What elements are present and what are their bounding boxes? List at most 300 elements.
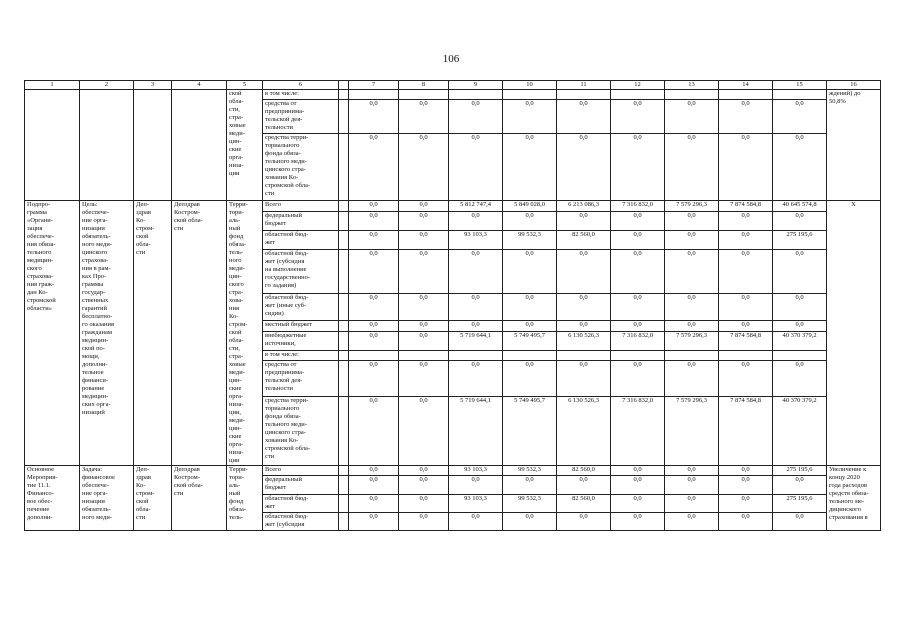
blank-cell <box>339 321 349 331</box>
source-cell <box>263 466 339 476</box>
text-line: Депздрав <box>174 466 200 474</box>
value-cell <box>611 350 665 360</box>
source-cell <box>263 201 339 211</box>
value-cell: 0,0 <box>349 100 399 134</box>
value-cell: 0,0 <box>449 293 503 320</box>
value-cell: 7 579 296,3 <box>665 201 719 211</box>
text-line: фонда обяза- <box>265 412 301 420</box>
text-line: низа- <box>229 449 244 457</box>
text-line: ской <box>229 90 242 97</box>
table-row <box>25 90 881 100</box>
text-line: дан Ко- <box>27 289 48 297</box>
value-cell: 0,0 <box>399 211 449 230</box>
value-cell <box>665 350 719 360</box>
value-cell: 7 579 296,3 <box>665 331 719 350</box>
value-cell: 0,0 <box>449 360 503 396</box>
value-cell: 0,0 <box>557 512 611 530</box>
value-cell: 0,0 <box>719 134 773 201</box>
value-cell: 99 532,3 <box>503 466 557 476</box>
value-cell: 0,0 <box>557 476 611 494</box>
value-cell <box>557 350 611 360</box>
text-line: ции, <box>229 409 242 417</box>
text-line: тори- <box>229 209 244 217</box>
value-cell: 0,0 <box>719 494 773 512</box>
column-number-16: 15 <box>773 81 827 90</box>
text-line: меди- <box>229 130 245 137</box>
column-number-6: 6 <box>263 81 339 90</box>
value-cell: 0,0 <box>665 494 719 512</box>
text-line: тельности <box>265 384 294 392</box>
table-row <box>25 466 881 476</box>
value-cell: 0,0 <box>611 494 665 512</box>
value-cell: 0,0 <box>399 321 449 331</box>
value-cell <box>557 90 611 100</box>
value-cell <box>449 350 503 360</box>
text-line: ный <box>229 490 241 498</box>
value-cell: 0,0 <box>449 321 503 331</box>
text-line: сти <box>265 190 275 198</box>
text-line: обла- <box>136 506 151 514</box>
column-number-7 <box>339 81 349 90</box>
text-line: в том числе: <box>265 350 299 358</box>
value-cell: 0,0 <box>449 476 503 494</box>
value-cell: 6 130 526,3 <box>557 331 611 350</box>
text-line: граммы <box>82 281 104 289</box>
value-cell: 0,0 <box>349 512 399 530</box>
text-line: страхова- <box>82 257 109 265</box>
source-cell <box>263 230 339 249</box>
source-cell <box>263 476 339 494</box>
value-cell: 0,0 <box>349 201 399 211</box>
value-cell: 40 370 379,2 <box>773 331 827 350</box>
value-cell: 0,0 <box>611 476 665 494</box>
value-cell: 0,0 <box>349 466 399 476</box>
text-line: бюджет <box>265 219 287 227</box>
text-line: сти <box>136 514 146 522</box>
value-cell: 93 103,3 <box>449 494 503 512</box>
text-line: ции <box>229 457 240 465</box>
text-line: ского <box>229 281 244 289</box>
text-line: Увеличение к <box>829 466 867 474</box>
cell-col1 <box>25 201 80 466</box>
value-cell: 0,0 <box>665 360 719 396</box>
text-line: цинского стра- <box>265 428 306 436</box>
value-cell: 82 560,0 <box>557 230 611 249</box>
value-cell: 0,0 <box>611 134 665 201</box>
text-line: жет <box>265 238 276 246</box>
text-line: тель- <box>229 514 244 522</box>
cell-col5 <box>227 466 263 531</box>
value-cell: 275 195,6 <box>773 466 827 476</box>
text-line: тельской дея- <box>265 376 303 384</box>
text-line: Деп- <box>136 466 150 474</box>
text-line: стромской обла- <box>265 444 311 452</box>
text-line: тельности <box>265 124 294 132</box>
source-cell <box>263 360 339 396</box>
value-cell: 0,0 <box>503 100 557 134</box>
text-line: ториального <box>265 404 300 412</box>
value-cell: 0,0 <box>399 476 449 494</box>
page-number: 106 <box>442 53 460 65</box>
value-cell: 0,0 <box>773 211 827 230</box>
cell-col2 <box>80 466 134 531</box>
text-line: Всего <box>265 201 281 209</box>
text-line: Основное <box>27 466 55 474</box>
cell-col4 <box>172 466 227 531</box>
value-cell: 0,0 <box>399 360 449 396</box>
cell-col3 <box>134 201 172 466</box>
source-cell <box>263 211 339 230</box>
text-line: Ко- <box>136 217 146 225</box>
text-line: федеральный <box>265 211 302 219</box>
text-line: ного меди- <box>82 241 112 249</box>
text-line: дицинского <box>829 506 861 514</box>
text-line: Ко- <box>136 482 146 490</box>
source-cell <box>263 293 339 320</box>
value-cell: 82 560,0 <box>557 466 611 476</box>
text-line: областной бюд- <box>265 249 309 257</box>
source-cell <box>263 350 339 360</box>
value-cell: 0,0 <box>719 466 773 476</box>
text-line: ские <box>229 433 242 441</box>
text-line: обязатель- <box>82 506 111 514</box>
blank-cell <box>339 396 349 466</box>
text-line: обяза- <box>229 506 247 514</box>
blank-cell <box>339 100 349 134</box>
value-cell: 7 874 584,8 <box>719 396 773 466</box>
text-line: вое обес- <box>27 498 53 506</box>
text-line: ховые <box>229 122 246 129</box>
value-cell: 40 645 574,8 <box>773 201 827 211</box>
value-cell: 0,0 <box>719 249 773 293</box>
value-cell: 0,0 <box>557 100 611 134</box>
value-cell: 7 316 832,0 <box>611 396 665 466</box>
column-number-1: 1 <box>25 81 80 90</box>
value-cell: 0,0 <box>773 100 827 134</box>
text-line: орга- <box>229 393 244 401</box>
text-line: сти, <box>229 345 240 353</box>
text-line: хования Ко- <box>265 174 299 182</box>
value-cell: 0,0 <box>449 100 503 134</box>
column-number-8: 7 <box>349 81 399 90</box>
text-line: ния граж- <box>27 281 55 289</box>
value-cell: 0,0 <box>349 249 399 293</box>
value-cell: 0,0 <box>503 249 557 293</box>
text-line: средства терри- <box>265 396 309 404</box>
column-number-14: 13 <box>665 81 719 90</box>
value-cell: 93 103,3 <box>449 230 503 249</box>
text-line: ские <box>229 385 242 393</box>
text-line: обеспече- <box>27 233 54 241</box>
value-cell: 0,0 <box>449 512 503 530</box>
value-cell: 0,0 <box>665 134 719 201</box>
value-cell: 0,0 <box>665 100 719 134</box>
text-line: фонд <box>229 498 244 506</box>
value-cell <box>719 350 773 360</box>
text-line: ской по- <box>82 345 105 353</box>
cell-col1 <box>25 90 80 201</box>
text-line: ской обла- <box>174 217 203 225</box>
text-line: ские <box>229 146 242 153</box>
value-cell: 0,0 <box>773 293 827 320</box>
value-cell <box>349 350 399 360</box>
text-line: низации <box>82 498 105 506</box>
text-line: ждений) до <box>829 90 861 97</box>
blank-cell <box>339 360 349 396</box>
value-cell: 0,0 <box>719 512 773 530</box>
column-number-12: 11 <box>557 81 611 90</box>
text-line: обеспече- <box>82 209 109 217</box>
blank-cell <box>339 476 349 494</box>
value-cell: 0,0 <box>349 293 399 320</box>
cell-col5 <box>227 201 263 466</box>
text-line: цин- <box>229 138 242 145</box>
value-cell: 0,0 <box>503 512 557 530</box>
text-line: области» <box>27 305 52 313</box>
text-line: местный бюджет <box>265 321 313 329</box>
text-line: фонд <box>229 233 244 241</box>
value-cell: 0,0 <box>449 211 503 230</box>
text-line: стра- <box>229 289 244 297</box>
value-cell: 7 579 296,3 <box>665 396 719 466</box>
text-line: предпринима- <box>265 108 305 116</box>
text-line: бюджет <box>265 484 287 492</box>
value-cell <box>449 90 503 100</box>
table-row <box>25 201 881 211</box>
text-line: ках Про- <box>82 273 107 281</box>
text-line: областной бюд- <box>265 512 309 520</box>
text-line: здрав <box>136 209 151 217</box>
value-cell <box>349 90 399 100</box>
column-number-13: 12 <box>611 81 665 90</box>
text-line: медицин- <box>27 257 54 265</box>
text-line: ного <box>229 257 242 265</box>
value-cell: 7 874 584,8 <box>719 331 773 350</box>
value-cell: 275 195,6 <box>773 494 827 512</box>
value-cell: 5 849 028,0 <box>503 201 557 211</box>
text-line: Деп- <box>136 201 150 209</box>
text-line: дополни- <box>82 361 108 369</box>
value-cell: 0,0 <box>399 100 449 134</box>
text-line: стра- <box>229 353 244 361</box>
value-cell: 0,0 <box>665 466 719 476</box>
text-line: тельного <box>27 249 52 257</box>
value-cell: 0,0 <box>503 134 557 201</box>
text-line: медицин- <box>82 393 109 401</box>
text-line: фонда обяза- <box>265 150 301 158</box>
value-cell: 6 130 526,3 <box>557 396 611 466</box>
value-cell: 0,0 <box>399 512 449 530</box>
value-cell: 0,0 <box>719 293 773 320</box>
value-cell: 7 874 584,8 <box>719 201 773 211</box>
text-line: стром- <box>136 225 155 233</box>
financing-table <box>24 80 881 531</box>
blank-cell <box>339 350 349 360</box>
value-cell: 0,0 <box>665 293 719 320</box>
text-line: ние орга- <box>82 490 108 498</box>
blank-cell <box>339 331 349 350</box>
value-cell: 0,0 <box>719 476 773 494</box>
text-line: ской обла- <box>174 482 203 490</box>
text-line: меди- <box>229 265 245 273</box>
value-cell: 0,0 <box>349 396 399 466</box>
text-line: года расходов <box>829 482 868 490</box>
text-line: Костром- <box>174 209 200 217</box>
text-line: Всего <box>265 466 281 474</box>
blank-cell <box>339 201 349 211</box>
text-line: обла- <box>229 337 244 345</box>
column-number-17: 16 <box>827 81 881 90</box>
text-line: ный <box>229 225 241 233</box>
value-cell: 0,0 <box>449 134 503 201</box>
source-cell <box>263 396 339 466</box>
text-line: стра- <box>229 114 244 121</box>
value-cell: 0,0 <box>611 321 665 331</box>
text-line: ции <box>229 170 240 177</box>
value-cell: 0,0 <box>399 249 449 293</box>
value-cell: 0,0 <box>557 134 611 201</box>
value-cell: 0,0 <box>503 293 557 320</box>
value-cell <box>773 350 827 360</box>
value-cell: 0,0 <box>503 211 557 230</box>
value-cell: 0,0 <box>399 134 449 201</box>
value-cell: 0,0 <box>399 466 449 476</box>
column-number-5: 5 <box>227 81 263 90</box>
text-line: Депздрав <box>174 201 200 209</box>
text-line: стромской <box>27 297 56 305</box>
value-cell: 99 532,3 <box>503 230 557 249</box>
text-line: ториального <box>265 142 300 150</box>
value-cell: 0,0 <box>665 249 719 293</box>
text-line: ской <box>136 498 149 506</box>
text-line: грамма <box>27 209 47 217</box>
text-line: сти <box>174 225 184 233</box>
text-line: гражданам <box>82 329 112 337</box>
value-cell: 0,0 <box>349 494 399 512</box>
value-cell: 0,0 <box>557 360 611 396</box>
text-line: аль- <box>229 217 241 225</box>
value-cell: 0,0 <box>773 476 827 494</box>
value-cell: 0,0 <box>611 100 665 134</box>
text-line: ния обяза- <box>27 241 56 249</box>
header-row <box>25 81 881 90</box>
text-line: меди- <box>229 369 245 377</box>
value-cell: 0,0 <box>773 249 827 293</box>
source-cell <box>263 134 339 201</box>
text-line: федеральный <box>265 476 302 484</box>
text-line: предпринима- <box>265 368 305 376</box>
text-line: ственных <box>82 297 109 305</box>
value-cell: 0,0 <box>665 211 719 230</box>
value-cell: 0,0 <box>719 100 773 134</box>
value-cell <box>399 90 449 100</box>
text-line: тель- <box>229 249 244 257</box>
text-line: Ко- <box>229 313 239 321</box>
value-cell: 0,0 <box>665 476 719 494</box>
cell-col5 <box>227 90 263 201</box>
text-line: мощи, <box>82 353 100 361</box>
text-line: областной бюд- <box>265 293 309 301</box>
value-cell <box>719 90 773 100</box>
column-number-2: 2 <box>80 81 134 90</box>
blank-cell <box>339 134 349 201</box>
text-line: обяза- <box>229 241 247 249</box>
text-line: здрав <box>136 474 151 482</box>
value-cell: 0,0 <box>503 321 557 331</box>
cell-col3 <box>134 466 172 531</box>
cell-col1 <box>25 466 80 531</box>
value-cell: 0,0 <box>773 134 827 201</box>
value-cell: 0,0 <box>773 360 827 396</box>
value-cell: 6 213 086,3 <box>557 201 611 211</box>
value-cell: 0,0 <box>349 321 399 331</box>
value-cell: 0,0 <box>399 494 449 512</box>
value-cell: 0,0 <box>611 360 665 396</box>
text-line: стром- <box>136 490 155 498</box>
text-line: средств обяза- <box>829 490 869 498</box>
value-cell: 0,0 <box>665 321 719 331</box>
text-line: рование <box>82 385 105 393</box>
blank-cell <box>339 90 349 100</box>
text-line: сти <box>136 249 146 257</box>
text-line: концу 2020 <box>829 474 860 482</box>
value-cell: 0,0 <box>719 360 773 396</box>
value-cell <box>611 90 665 100</box>
text-line: дополни- <box>27 514 53 522</box>
text-line: сти <box>174 490 184 498</box>
text-line: на выполнение <box>265 265 307 273</box>
text-line: Мероприя- <box>27 474 58 482</box>
text-line: жет (субсидия <box>265 520 305 528</box>
text-line: областной бюд- <box>265 494 309 502</box>
value-cell: 0,0 <box>773 512 827 530</box>
text-line: хования Ко- <box>265 436 299 444</box>
text-line: Костром- <box>174 474 200 482</box>
cell-col2 <box>80 90 134 201</box>
value-cell: 0,0 <box>503 360 557 396</box>
text-line: жет <box>265 502 276 510</box>
text-line: средства от <box>265 360 297 368</box>
text-line: тельного меди- <box>265 158 307 166</box>
value-cell <box>503 350 557 360</box>
value-cell <box>503 90 557 100</box>
text-line: тельного меди- <box>265 420 307 428</box>
text-line: стром- <box>229 321 248 329</box>
value-cell: 99 532,3 <box>503 494 557 512</box>
value-cell: 0,0 <box>719 230 773 249</box>
text-line: печение <box>27 506 50 514</box>
value-cell: 0,0 <box>557 321 611 331</box>
blank-cell <box>339 512 349 530</box>
text-line: ского <box>27 265 42 273</box>
cell-col16 <box>827 90 881 201</box>
value-cell: 5 719 644,1 <box>449 396 503 466</box>
value-cell: 0,0 <box>557 293 611 320</box>
text-line: цинского стра- <box>265 166 306 174</box>
value-cell: 0,0 <box>719 211 773 230</box>
value-cell: 0,0 <box>665 230 719 249</box>
text-line: финансовое <box>82 474 115 482</box>
value-cell: 0,0 <box>611 230 665 249</box>
text-line: бесплатно- <box>82 313 113 321</box>
cell-col3 <box>134 90 172 201</box>
value-cell: 0,0 <box>399 201 449 211</box>
text-line: средства от <box>265 100 297 108</box>
text-line: ния <box>229 305 239 313</box>
text-line: ния в рам- <box>82 265 111 273</box>
text-line: жет (иные суб- <box>265 301 307 309</box>
text-line: Терри- <box>229 466 248 474</box>
